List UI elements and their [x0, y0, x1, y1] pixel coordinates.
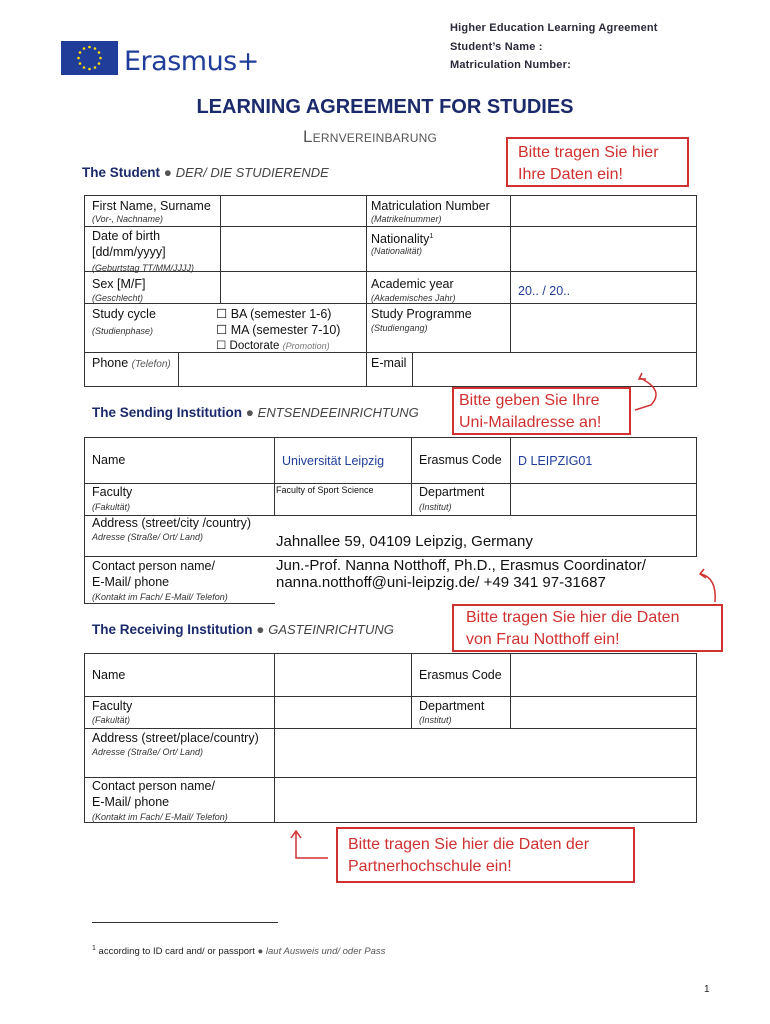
sex-label-de: (Geschlecht) — [92, 293, 144, 303]
footnote-divider — [92, 922, 278, 923]
checkbox-icon: ☐ — [216, 340, 227, 352]
header-matriculation: Matriculation Number: — [450, 59, 571, 71]
sending-department-label: Department — [419, 485, 485, 499]
receiving-contact-label2: E-Mail/ phone — [92, 795, 170, 809]
academic-year-label-de: (Akademisches Jahr) — [371, 293, 456, 303]
page-subtitle: Lernvereinbarung — [303, 127, 438, 146]
footnote-ref: 1 — [429, 233, 434, 240]
nationality-label — [371, 229, 433, 247]
doctorate-checkbox[interactable] — [216, 339, 330, 354]
section-subtitle: GASTEINRICHTUNG — [268, 622, 394, 637]
callout-contact — [452, 604, 723, 652]
first-name-label: First Name, Surname — [92, 199, 211, 213]
phone-label-de: (Telefon) — [131, 359, 171, 370]
callout-text: von Frau Notthoff ein! — [466, 631, 620, 648]
receiving-contact-label: Contact person name/ — [92, 779, 215, 793]
phone-text: Phone — [92, 356, 129, 370]
callout-text: Partnerhochschule ein! — [348, 858, 512, 875]
first-name-field[interactable] — [220, 195, 367, 227]
study-programme-label: Study Programme — [371, 307, 472, 321]
checkbox-icon: ☐ — [216, 307, 228, 321]
matriculation-label: Matriculation Number — [371, 199, 490, 213]
callout-text: Ihre Daten ein! — [518, 166, 623, 183]
receiving-name-field[interactable] — [274, 653, 412, 697]
dob-label: Date of birth — [92, 229, 161, 243]
section-title: The Sending Institution — [92, 405, 242, 420]
checkbox-label: Doctorate — [229, 340, 280, 352]
student-table — [84, 195, 697, 387]
callout-text: Bitte tragen Sie hier die Daten — [466, 609, 680, 626]
callout-text: Bitte tragen Sie hier — [518, 144, 659, 161]
arrow-icon — [286, 828, 331, 863]
section-title: The Receiving Institution — [92, 622, 253, 637]
phone-label — [92, 356, 171, 372]
section-subtitle: ENTSENDEEINRICHTUNG — [257, 405, 419, 420]
matriculation-label-de: (Matrikelnummer) — [371, 214, 442, 224]
nationality-text: Nationality — [371, 232, 430, 247]
receiving-faculty-field[interactable] — [274, 696, 412, 729]
sending-name-value: Universität Leipzig — [282, 454, 385, 468]
doctorate-label-de: (Promotion) — [282, 341, 330, 351]
sending-erasmus-code-label: Erasmus Code — [419, 453, 502, 467]
receiving-department-label-de: (Institut) — [419, 715, 452, 725]
section-title: The Student — [82, 165, 160, 180]
callout-text: Bitte tragen Sie hier die Daten der — [348, 836, 590, 853]
receiving-table — [84, 653, 697, 823]
footnote-text: according to ID card and/ or passport — [98, 946, 255, 958]
footnote-mark: 1 — [92, 945, 96, 952]
ba-checkbox[interactable] — [216, 307, 331, 322]
matriculation-field[interactable] — [510, 195, 697, 227]
sending-faculty-label: Faculty — [92, 485, 133, 499]
email-label: E-mail — [371, 356, 407, 370]
sending-heading: The Sending Institution ● ENTSENDEEINRICHTUNG — [92, 405, 419, 420]
page-title: LEARNING AGREEMENT FOR STUDIES — [196, 96, 574, 118]
checkbox-label: BA (semester 1-6) — [230, 307, 332, 321]
footnote: $^1$ according to ID card and/ or passport ● laut Ausweis und/ oder Pass — [92, 945, 386, 958]
receiving-contact-field[interactable] — [274, 777, 697, 823]
receiving-department-field[interactable] — [510, 696, 697, 729]
sending-erasmus-code-value: D LEIPZIG01 — [518, 454, 593, 468]
dob-label-de: (Geburtstag TT/MM/JJJJ) — [92, 263, 195, 273]
sex-label: Sex [M/F] — [92, 277, 146, 291]
receiving-heading: The Receiving Institution ● GASTEINRICHTUNG — [92, 622, 394, 637]
nationality-field[interactable] — [510, 226, 697, 272]
section-subtitle: DER/ DIE STUDIERENDE — [175, 165, 329, 180]
callout-text: Uni-Mailadresse an! — [459, 414, 602, 431]
nationality-label-de: (Nationalität) — [371, 246, 423, 256]
sending-department-field[interactable] — [510, 483, 697, 516]
checkbox-label: MA (semester 7-10) — [230, 323, 341, 337]
phone-field[interactable] — [178, 352, 367, 387]
receiving-faculty-label-de: (Fakultät) — [92, 715, 131, 725]
header-title: Higher Education Learning Agreement — [450, 22, 658, 34]
sending-address-value: Jahnallee 59, 04109 Leipzig, Germany — [276, 533, 533, 550]
receiving-address-label: Address (street/place/country) — [92, 731, 259, 745]
erasmus-logo: Erasmus+ — [124, 46, 259, 77]
sending-faculty-value: Faculty of Sport Science — [276, 485, 374, 495]
study-cycle-label: Study cycle — [92, 307, 156, 321]
sending-department-label-de: (Institut) — [419, 502, 452, 512]
receiving-erasmus-code-field[interactable] — [510, 653, 697, 697]
sending-faculty-label-de: (Fakultät) — [92, 502, 131, 512]
sending-address-label-de: Adresse (Straße/ Ort/ Land) — [92, 532, 204, 542]
sending-contact-email: nanna.notthoff@uni-leipzig.de/ +49 341 97-31687 — [276, 574, 606, 591]
receiving-faculty-label: Faculty — [92, 699, 133, 713]
study-programme-field[interactable] — [510, 303, 697, 353]
receiving-address-field[interactable] — [274, 728, 697, 778]
study-programme-label-de: (Studiengang) — [371, 323, 428, 333]
callout-email — [452, 387, 631, 435]
checkbox-icon: ☐ — [216, 323, 228, 337]
sending-contact-value: Jun.-Prof. Nanna Notthoff, Ph.D., Erasmus Coordinator/ — [276, 557, 646, 574]
academic-year-label: Academic year — [371, 277, 454, 291]
receiving-address-label-de: Adresse (Straße/ Ort/ Land) — [92, 747, 204, 757]
header-student-name: Student’s Name : — [450, 41, 543, 53]
callout-student-data — [506, 137, 689, 187]
callout-partner — [336, 827, 635, 883]
page-number: 1 — [704, 984, 710, 995]
sending-table — [84, 437, 697, 604]
academic-year-value: 20.. / 20.. — [518, 284, 571, 298]
eu-flag-icon — [61, 41, 118, 75]
student-heading: The Student ● DER/ DIE STUDIERENDE — [82, 165, 329, 180]
receiving-contact-label-de: (Kontakt im Fach/ E-Mail/ Telefon) — [92, 812, 228, 822]
sending-contact-label-de: (Kontakt im Fach/ E-Mail/ Telefon) — [92, 592, 228, 602]
ma-checkbox[interactable] — [216, 323, 340, 338]
sending-address-label: Address (street/city /country) — [92, 516, 252, 530]
first-name-label-de: (Vor-, Nachname) — [92, 214, 164, 224]
sending-contact-label2: E-Mail/ phone — [92, 575, 170, 589]
receiving-name-label: Name — [92, 668, 126, 682]
footnote-text-de: laut Ausweis und/ oder Pass — [265, 946, 386, 958]
arrow-icon — [625, 370, 665, 415]
receiving-erasmus-code-label: Erasmus Code — [419, 668, 502, 682]
sending-contact-label: Contact person name/ — [92, 559, 215, 573]
study-cycle-label-de: (Studienphase) — [92, 326, 154, 336]
dob-field[interactable] — [220, 226, 367, 272]
receiving-department-label: Department — [419, 699, 485, 713]
arrow-icon — [693, 566, 723, 606]
sex-field[interactable] — [220, 271, 367, 304]
sending-name-label: Name — [92, 453, 126, 467]
callout-text: Bitte geben Sie Ihre — [459, 392, 600, 409]
dob-format: [dd/mm/yyyy] — [92, 245, 166, 259]
